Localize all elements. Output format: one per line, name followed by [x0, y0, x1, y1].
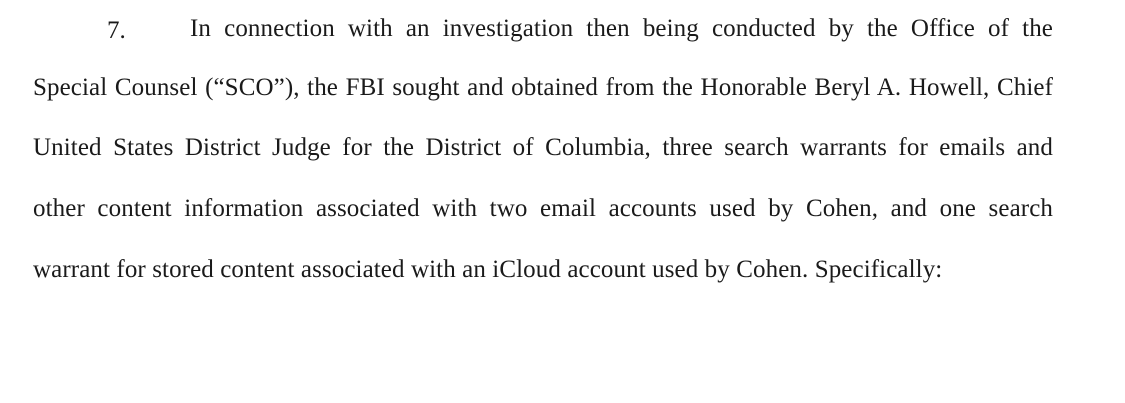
paragraph-line-3: United States District Judge for the District of Columbia, three search warrants for emails and — [33, 134, 1053, 161]
paragraph-line-5: warrant for stored content associated with an iCloud account used by Cohen. Specifically: — [33, 256, 943, 283]
paragraph-line-2: Special Counsel (“SCO”), the FBI sought and obtained from the Honorable Beryl A. Howell, Chief — [33, 74, 1053, 101]
paragraph-line-1: In connection with an investigation then being conducted by the Office of the — [190, 15, 1053, 42]
paragraph-number: 7. — [107, 17, 126, 44]
paragraph-line-4: other content information associated with two email accounts used by Cohen, and one search — [33, 195, 1053, 222]
